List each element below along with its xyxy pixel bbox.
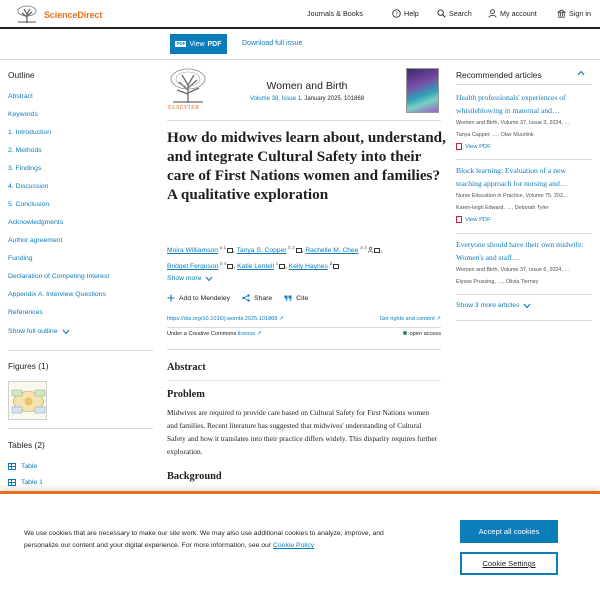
view-pdf-label-bold: PDF xyxy=(207,40,222,48)
accept-all-cookies-button[interactable]: Accept all cookies xyxy=(460,520,558,543)
recommended-article-authors: Tanya Capper, …, Olav Muurlink xyxy=(456,131,534,138)
outline-item-funding[interactable]: Funding xyxy=(8,255,33,262)
recommended-article-title[interactable]: Block learning: Evaluation of a new teaching approach for nursing and… xyxy=(456,166,568,188)
table-link-1[interactable] xyxy=(8,479,43,486)
pdf-file-icon xyxy=(456,216,462,223)
figure-diagram-image xyxy=(9,382,47,420)
nav-search[interactable] xyxy=(437,9,472,18)
outline-divider xyxy=(8,350,153,351)
view-pdf-text: View PDF xyxy=(465,216,491,223)
recommended-article-authors: Karen-leigh Edward, …, Deborah Tyler xyxy=(456,204,549,211)
author-link[interactable]: Katie Lentell xyxy=(237,263,274,271)
show-more-label: Show more xyxy=(167,275,202,282)
tables-title: Tables (2) xyxy=(8,440,45,450)
email-icon[interactable] xyxy=(296,248,302,253)
corresponding-author-icon xyxy=(368,247,373,253)
pdf-icon: PDF xyxy=(176,40,186,46)
journal-header xyxy=(167,66,441,116)
journal-title[interactable]: Women and Birth xyxy=(266,80,348,92)
view-pdf-button[interactable] xyxy=(170,34,227,54)
recommended-divider xyxy=(456,84,592,85)
chevron-down-icon xyxy=(523,303,531,309)
view-pdf-text: View PDF xyxy=(465,143,491,150)
elsevier-wordmark: ELSEVIER xyxy=(168,105,200,111)
brand-name: ScienceDirect xyxy=(44,9,103,20)
recommended-article-source: Women and Birth, Volume 37, Issue 6, 2024, … xyxy=(456,267,570,273)
email-icon[interactable] xyxy=(227,248,233,253)
institution-icon xyxy=(557,9,566,18)
outline-item-appendix-a[interactable]: Appendix A. Interview Questions xyxy=(8,291,106,298)
table-link-label: Table 1 xyxy=(21,479,43,486)
nav-search-label: Search xyxy=(449,9,472,18)
abstract-sub-divider xyxy=(167,380,441,381)
outline-item-conclusion[interactable]: 5. Conclusion xyxy=(8,201,50,208)
journal-divider xyxy=(167,120,441,121)
outline-list xyxy=(8,92,153,326)
chevron-down-icon xyxy=(205,276,213,282)
email-icon[interactable] xyxy=(227,264,233,269)
article-title: How do midwives learn about, understand, and integrate Cultural Safety into their care of First Nations women and families? A qualitative exploration xyxy=(167,129,446,203)
plus-icon xyxy=(167,294,175,302)
outline-item-abstract[interactable]: Abstract xyxy=(8,93,33,100)
rights-link[interactable]: Get rights and content ↗ xyxy=(379,316,441,322)
figures-divider xyxy=(8,428,153,429)
author-affiliation-sup: d xyxy=(329,261,333,267)
svg-text:?: ? xyxy=(395,11,398,18)
figure-thumbnail[interactable] xyxy=(8,381,47,420)
nav-journals-books-label: Journals & Books xyxy=(307,9,363,18)
nav-sign-in-label: Sign in xyxy=(569,9,591,18)
cookie-settings-button[interactable]: Cookie Settings xyxy=(460,552,558,575)
recommended-articles-title: Recommended articles xyxy=(456,70,542,80)
share-button[interactable] xyxy=(242,294,272,302)
nav-sign-in[interactable] xyxy=(557,9,591,18)
rights-text: Get rights and content xyxy=(379,316,435,322)
outline-panel xyxy=(8,70,153,335)
chevron-down-icon xyxy=(62,329,70,335)
volume-issue-link[interactable]: Volume 38, Issue 1 xyxy=(249,96,301,102)
recommended-article-authors: Elysse Prussing, …, Olivia Tierney xyxy=(456,278,539,285)
top-navbar xyxy=(0,0,600,29)
show-more-articles-button[interactable] xyxy=(456,302,531,309)
article-toolbar xyxy=(0,29,600,60)
nav-my-account-label: My account xyxy=(500,9,537,18)
author-link[interactable]: Rachelle M. Chee xyxy=(305,247,359,255)
sciencedirect-logo[interactable] xyxy=(16,5,102,24)
journal-volume-info xyxy=(227,96,387,102)
add-to-mendeley-label: Add to Mendeley xyxy=(179,294,231,302)
chevron-up-icon[interactable] xyxy=(577,70,585,76)
author-link[interactable]: Moira Williamson xyxy=(167,247,218,255)
show-more-articles-label: Show 3 more articles xyxy=(456,302,520,309)
journal-cover-image[interactable] xyxy=(406,68,439,113)
doi-row xyxy=(167,316,441,322)
doi-divider xyxy=(167,327,441,328)
license-link[interactable]: license ↗ xyxy=(237,331,262,337)
email-icon[interactable] xyxy=(374,248,380,253)
author-link[interactable]: Tanya S. Copper xyxy=(236,247,287,255)
author-link[interactable]: Kelly Haynes xyxy=(288,263,328,271)
help-icon xyxy=(392,9,401,18)
search-icon xyxy=(437,9,446,18)
nav-help-label: Help xyxy=(404,9,419,18)
add-to-mendeley-button[interactable] xyxy=(167,294,230,302)
problem-heading: Problem xyxy=(167,389,205,400)
table-link-0[interactable] xyxy=(8,463,37,470)
outline-item-methods[interactable]: 2. Methods xyxy=(8,147,42,154)
outline-item-introduction[interactable]: 1. Introduction xyxy=(8,129,52,136)
share-label: Share xyxy=(254,294,273,302)
recommended-divider xyxy=(456,233,592,234)
table-link-label: Table xyxy=(21,463,38,470)
view-pdf-label: View xyxy=(189,40,205,48)
cookie-message-text: We use cookies that are necessary to make our site work. We may also use additional cookies to analyze, improve, and personalize our content and your digital experience. For more information, see our xyxy=(24,530,384,549)
recommended-divider xyxy=(456,294,592,295)
open-access-badge xyxy=(403,331,441,337)
open-access-label: open access xyxy=(409,331,441,337)
author-link[interactable]: Bridget Ferguson xyxy=(167,263,219,271)
recommended-article-title[interactable]: Health professionals' experiences of whistleblowing in maternal and… xyxy=(456,93,566,115)
recommended-article xyxy=(456,239,592,287)
nav-help[interactable] xyxy=(392,9,419,18)
cite-button[interactable] xyxy=(284,294,308,302)
recommended-view-pdf-link[interactable] xyxy=(456,216,592,223)
recommended-divider xyxy=(456,159,592,160)
email-icon[interactable] xyxy=(333,264,339,269)
nav-my-account[interactable] xyxy=(488,9,537,18)
recommended-article xyxy=(456,92,592,150)
author-affiliation-sup: a 3 xyxy=(360,245,367,250)
cookie-message xyxy=(24,528,384,552)
quote-icon xyxy=(284,294,292,302)
recommended-article xyxy=(456,165,592,223)
background-heading: Background xyxy=(167,471,222,482)
download-full-issue-link[interactable]: Download full issue xyxy=(242,40,303,47)
license-text xyxy=(167,331,262,337)
show-full-outline-label: Show full outline xyxy=(8,328,58,335)
recommended-article-source: Women and Birth, Volume 37, Issue 3, 2024, … xyxy=(456,120,570,126)
table-icon xyxy=(8,463,16,470)
author-list: Moira Williamson $^{a 1}$ , Tanya S. Copper $^{b 2}$ , Rachelle M. Chee $^{a 3}$ , Bridget Ferguson $^{b 4}$ , Katie Lentell $^c$ , Kelly Haynes $^d$ xyxy=(167,245,383,271)
author-affiliation-sup: b 4 xyxy=(220,261,227,267)
outline-item-competing-interest[interactable]: Declaration of Competing Interest xyxy=(8,273,110,280)
author-affiliation-sup: b 2 xyxy=(288,245,295,250)
elsevier-tree-icon xyxy=(16,5,38,24)
article-actions xyxy=(167,294,308,302)
recommended-article-title[interactable]: Everyone should have their own midwife: Women's and staff… xyxy=(456,240,584,262)
license-row xyxy=(167,331,441,337)
abstract-divider xyxy=(167,349,441,350)
cite-label: Cite xyxy=(296,294,309,302)
email-icon[interactable] xyxy=(279,264,285,269)
recommended-article-source: Nurse Education in Practice, Volume 75, 202… xyxy=(456,193,569,199)
author-affiliation-sup: a 1 xyxy=(219,245,227,250)
recommended-bottom-divider xyxy=(456,320,592,321)
figures-title: Figures (1) xyxy=(8,361,49,371)
show-more-authors-button[interactable] xyxy=(167,275,213,282)
outline-item-discussion[interactable]: 4. Discussion xyxy=(8,183,49,190)
nav-journals-books[interactable] xyxy=(307,9,363,18)
open-access-dot-icon xyxy=(403,331,407,335)
abstract-heading: Abstract xyxy=(167,362,206,373)
volume-date: , January 2025, 101868 xyxy=(300,96,365,102)
license-prefix: Under a Creative Commons xyxy=(167,331,237,337)
outline-item-author-agreement[interactable]: Author agreement xyxy=(8,237,63,244)
doi-link[interactable]: https://doi.org/10.1016/j.wombi.2025.101868 ↗ xyxy=(167,316,284,322)
outline-title: Outline xyxy=(8,70,35,80)
cookie-banner xyxy=(0,491,600,600)
outline-item-references[interactable]: References xyxy=(8,309,43,316)
problem-paragraph: Midwives are required to provide care based on Cultural Safety for First Nations women and families. Recent literature has suggested that midwives' understanding of Cultural Safety and how it translates into their practice differs widely. This disparity requires further exploration. xyxy=(167,408,438,456)
author-affiliation-sup: c xyxy=(275,261,279,267)
outline-item-findings[interactable]: 3. Findings xyxy=(8,165,42,172)
cookie-policy-link[interactable]: Cookie Policy xyxy=(272,542,315,549)
outline-item-acknowledgments[interactable]: Acknowledgments xyxy=(8,219,64,226)
doi-text: https://doi.org/10.1016/j.wombi.2025.101868 xyxy=(167,316,278,322)
outline-item-keywords[interactable]: Keywords xyxy=(8,111,38,118)
user-icon xyxy=(488,9,497,18)
show-full-outline-button[interactable] xyxy=(8,328,153,335)
table-icon xyxy=(8,479,16,486)
recommended-view-pdf-link[interactable] xyxy=(456,143,592,150)
license-link-text: license xyxy=(237,331,256,337)
share-icon xyxy=(242,294,250,302)
pdf-file-icon xyxy=(456,143,462,150)
